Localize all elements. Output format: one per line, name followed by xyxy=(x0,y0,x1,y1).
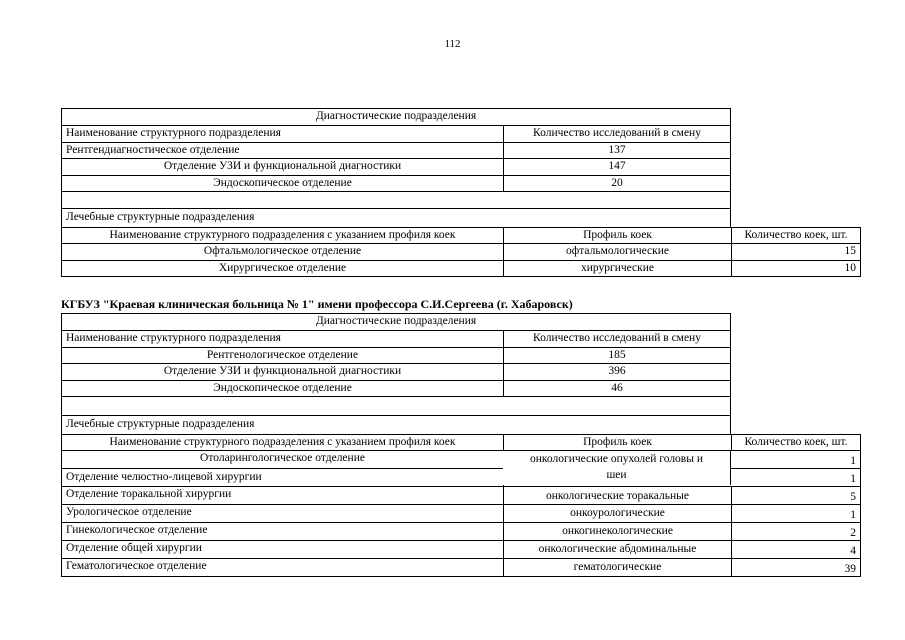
table-row xyxy=(61,468,861,486)
treat-beds: 10 xyxy=(844,261,856,274)
table-row xyxy=(61,260,861,277)
merged-profile-line2: шеи xyxy=(606,469,627,481)
diag-count: 20 xyxy=(611,176,623,189)
treat-beds: 39 xyxy=(844,562,856,575)
diag-title-row xyxy=(61,108,731,125)
table-row xyxy=(61,363,731,380)
treat-profile: гематологические xyxy=(504,559,732,576)
table-row xyxy=(61,486,861,504)
treat-name: Отоларингологическое отделение xyxy=(62,451,504,468)
treat-profile: онкоурологические xyxy=(504,505,732,522)
table-row xyxy=(61,504,861,522)
treat-name: Отделение общей хирургии xyxy=(62,541,504,558)
treat-header-profile: Профиль коек xyxy=(504,228,732,243)
diag-name: Рентгендиагностическое отделение xyxy=(62,143,504,158)
treat-profile: онкологические торакальные xyxy=(504,487,732,504)
treat-header-beds: Количество коек, шт. xyxy=(744,435,848,448)
merged-profile-cell xyxy=(503,451,731,485)
diag-header-name: Наименование структурного подразделения xyxy=(62,126,504,142)
diag-header-row xyxy=(61,330,731,347)
treat-name: Гинекологическое отделение xyxy=(62,523,504,540)
diag-count: 137 xyxy=(608,143,626,156)
treat-name: Гематологическое отделение xyxy=(62,559,504,576)
table-row xyxy=(61,558,861,577)
diag-header-count: Количество исследований в смену xyxy=(533,127,701,140)
diag-count: 46 xyxy=(611,381,623,394)
table-row xyxy=(61,347,731,363)
treat-header-profile: Профиль коек xyxy=(504,435,732,450)
treat-profile: онкологические абдоминальные xyxy=(504,541,732,558)
spacer-row xyxy=(61,192,731,208)
table-row xyxy=(61,243,861,260)
treat-header-row xyxy=(61,434,861,450)
treat-title-row xyxy=(61,208,731,227)
table-row xyxy=(61,380,731,397)
spacer-row xyxy=(61,397,731,415)
diag-title: Диагностические подразделения xyxy=(315,315,477,328)
treat-beds: 1 xyxy=(850,508,856,521)
treat-title: Лечебные структурные подразделения xyxy=(66,418,255,431)
diag-header-count: Количество исследований в смену xyxy=(533,332,701,345)
diag-header-name: Наименование структурного подразделения xyxy=(62,331,504,347)
treat-name: Урологическое отделение xyxy=(62,505,504,522)
treat-beds: 2 xyxy=(850,526,856,539)
diag-count: 185 xyxy=(608,348,626,361)
treat-title-row xyxy=(61,415,731,434)
page-number: 112 xyxy=(444,38,461,50)
diag-name: Эндоскопическое отделение xyxy=(62,176,504,191)
table-row xyxy=(61,142,731,158)
diag-name: Эндоскопическое отделение xyxy=(62,381,504,396)
treat-header-beds: Количество коек, шт. xyxy=(744,228,848,241)
treat-name: Офтальмологическое отделение xyxy=(62,244,504,260)
merged-profile-line1: онкологические опухолей головы и xyxy=(529,453,703,466)
table-row xyxy=(61,540,861,558)
treat-title: Лечебные структурные подразделения xyxy=(66,211,255,224)
diag-name: Отделение УЗИ и функциональной диагностики xyxy=(62,159,504,175)
diag-header-row xyxy=(61,125,731,142)
table-row xyxy=(61,450,861,468)
treat-beds: 15 xyxy=(844,245,856,258)
diag-title-row xyxy=(61,313,731,330)
treat-profile: офтальмологические xyxy=(504,244,732,260)
table-row xyxy=(61,175,731,192)
treat-beds: 4 xyxy=(850,544,856,557)
treat-name: Хирургическое отделение xyxy=(62,261,504,276)
treat-beds: 1 xyxy=(850,454,856,467)
diag-name: Рентгенологическое отделение xyxy=(62,348,504,363)
diag-count: 396 xyxy=(608,365,626,378)
treat-name: Отделение челюстно-лицевой хирургии xyxy=(62,469,504,486)
hospital-heading: КГБУЗ "Краевая клиническая больница № 1" имени профессора С.И.Сергеева (г. Хабаровск) xyxy=(61,297,573,311)
table-row xyxy=(61,522,861,540)
treat-beds: 5 xyxy=(850,490,856,503)
treat-profile: хирургические xyxy=(504,261,732,276)
diag-count: 147 xyxy=(608,160,626,173)
diag-title: Диагностические подразделения xyxy=(315,110,477,123)
treat-header-row xyxy=(61,227,861,243)
treat-name: Отделение торакальной хирургии xyxy=(62,487,504,504)
diag-name: Отделение УЗИ и функциональной диагностики xyxy=(62,364,504,380)
treat-header-name: Наименование структурного подразделения с указанием профиля коек xyxy=(62,228,504,243)
treat-header-name: Наименование структурного подразделения с указанием профиля коек xyxy=(62,435,504,450)
table-row xyxy=(61,158,731,175)
treat-beds: 1 xyxy=(850,472,856,485)
treat-profile: онкогинекологические xyxy=(504,523,732,540)
